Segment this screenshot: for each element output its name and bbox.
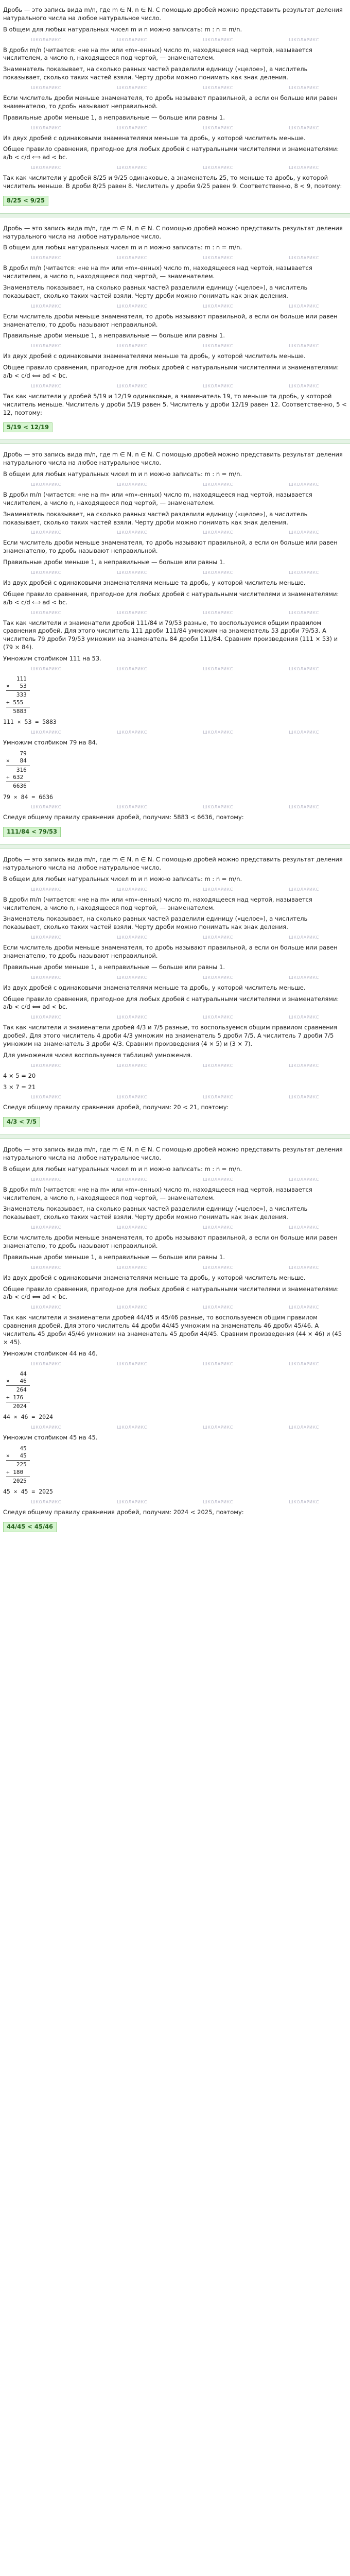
text-paragraph: Общее правило сравнения, пригодное для любых дробей с натуральными числителями и знаменателями: a/b < c/d ⟺ ad < bc. xyxy=(3,1285,339,1301)
watermark-row xyxy=(3,1063,347,1069)
watermark: ШКОЛАРИКС xyxy=(289,165,319,171)
text-paragraph: Общее правило сравнения, пригодное для любых дробей с натуральными числителями и знаменателями: a/b < c/d ⟺ ad < bc. xyxy=(3,145,339,161)
watermark: ШКОЛАРИКС xyxy=(117,1305,147,1310)
calc-step: 333 xyxy=(6,691,27,699)
text-paragraph: Знаменатель показывает, на сколько равных частей разделили единицу («целое»), а числитель показывает, сколько таких частей взяли. Черту дроби можно понимать как знак деления. xyxy=(3,510,308,526)
calc-result: 6636 xyxy=(6,783,27,790)
watermark: ШКОЛАРИКС xyxy=(203,165,233,171)
text-paragraph: Общее правило сравнения, пригодное для любых дробей с натуральными числителями и знаменателями: a/b < c/d ⟺ ad < bc. xyxy=(3,364,339,380)
watermark: ШКОЛАРИКС xyxy=(117,86,147,91)
watermark: ШКОЛАРИКС xyxy=(289,975,319,980)
text-paragraph: Так как числители у дробей 8/25 и 9/25 одинаковые, а знаменатель 25, то меньше та дробь, у которой числитель меньше. В дроби 8/25 равен 8. Числитель у дроби 9/25 равен 9. Соответственно, 8 < 9, поэтому: xyxy=(3,174,342,190)
watermark-row xyxy=(3,1225,347,1231)
watermark: ШКОЛАРИКС xyxy=(31,1425,61,1430)
watermark: ШКОЛАРИКС xyxy=(203,1500,233,1505)
answer-box: 8/25 < 9/25 xyxy=(3,196,48,206)
section-divider xyxy=(0,439,350,444)
watermark: ШКОЛАРИКС xyxy=(289,1500,319,1505)
watermark: ШКОЛАРИКС xyxy=(203,666,233,671)
watermark-row xyxy=(3,343,347,349)
watermark: ШКОЛАРИКС xyxy=(31,383,61,388)
watermark: ШКОЛАРИКС xyxy=(203,805,233,810)
text-paragraph: В общем для любых натуральных чисел m и n можно записать: m : n = m/n. xyxy=(3,244,242,251)
watermark: ШКОЛАРИКС xyxy=(31,344,61,349)
watermark-row xyxy=(3,804,347,810)
watermark: ШКОЛАРИКС xyxy=(203,37,233,42)
watermark: ШКОЛАРИКС xyxy=(203,256,233,261)
watermark: ШКОЛАРИКС xyxy=(31,482,61,487)
text-paragraph: В общем для любых натуральных чисел m и n можно записать: m : n = m/n. xyxy=(3,470,242,478)
calc-summary: 45 × 45 = 2025 xyxy=(3,1488,53,1496)
watermark-row xyxy=(3,935,347,941)
watermark: ШКОЛАРИКС xyxy=(31,730,61,735)
text-paragraph: Дробь — это запись вида m/n, где m ∈ N, n ∈ N. С помощью дробей можно представить результат деления натурального числа на любое натуральное число. xyxy=(3,856,343,871)
watermark: ШКОЛАРИКС xyxy=(31,610,61,615)
watermark: ШКОЛАРИКС xyxy=(117,383,147,388)
watermark: ШКОЛАРИКС xyxy=(117,570,147,575)
text-paragraph: Если числитель дроби меньше знаменателя, то дробь называют правильной, а если он больше или равен знаменателю, то дробь называют неправильной. xyxy=(3,944,338,959)
watermark: ШКОЛАРИКС xyxy=(203,610,233,615)
text-paragraph: Правильные дроби меньше 1, а неправильные — больше или равны 1. xyxy=(3,1253,225,1261)
watermark: ШКОЛАРИКС xyxy=(289,805,319,810)
answer-box: 5/19 < 12/19 xyxy=(3,422,52,433)
watermark: ШКОЛАРИКС xyxy=(31,975,61,980)
text-paragraph: Если числитель дроби меньше знаменателя, то дробь называют правильной, а если он больше или равен знаменателю, то дробь называют неправильной. xyxy=(3,1234,338,1250)
column-multiplication xyxy=(6,1445,347,1485)
calc-step: + 632 xyxy=(6,773,24,781)
watermark: ШКОЛАРИКС xyxy=(289,344,319,349)
watermark: ШКОЛАРИКС xyxy=(203,383,233,388)
watermark-row xyxy=(3,975,347,981)
watermark: ШКОЛАРИКС xyxy=(203,344,233,349)
watermark: ШКОЛАРИКС xyxy=(117,1015,147,1020)
watermark: ШКОЛАРИКС xyxy=(289,1225,319,1230)
watermark: ШКОЛАРИКС xyxy=(203,1063,233,1068)
watermark-row xyxy=(3,482,347,488)
watermark: ШКОЛАРИКС xyxy=(289,86,319,91)
watermark: ШКОЛАРИКС xyxy=(31,1177,61,1182)
solution-section xyxy=(3,447,347,841)
watermark: ШКОЛАРИКС xyxy=(31,125,61,130)
watermark: ШКОЛАРИКС xyxy=(203,1425,233,1430)
watermark: ШКОЛАРИКС xyxy=(203,303,233,309)
text-paragraph: Правильные дроби меньше 1, а неправильные — больше или равны 1. xyxy=(3,963,225,971)
watermark: ШКОЛАРИКС xyxy=(117,1425,147,1430)
column-multiplication xyxy=(6,750,347,790)
watermark: ШКОЛАРИКС xyxy=(31,1015,61,1020)
text-paragraph: Из двух дробей с одинаковыми знаменателями меньше та дробь, у которой числитель меньше. xyxy=(3,579,306,586)
watermark: ШКОЛАРИКС xyxy=(289,530,319,535)
text-paragraph: Правильные дроби меньше 1, а неправильные — больше или равны 1. xyxy=(3,332,225,340)
watermark-row xyxy=(3,666,347,672)
text-paragraph: Из двух дробей с одинаковыми знаменателями меньше та дробь, у которой числитель меньше. xyxy=(3,352,306,360)
watermark-row xyxy=(3,1094,347,1100)
calc-step: 316 xyxy=(6,766,27,773)
calc-summary: 44 × 46 = 2024 xyxy=(3,1413,53,1421)
calc-summary: 79 × 84 = 6636 xyxy=(3,793,53,801)
calc-row: 79 xyxy=(6,750,27,757)
text-paragraph: Из двух дробей с одинаковыми знаменателями меньше та дробь, у которой числитель меньше. xyxy=(3,984,306,991)
watermark: ШКОЛАРИКС xyxy=(203,887,233,892)
answer-box: 44/45 < 45/46 xyxy=(3,1522,57,1532)
watermark: ШКОЛАРИКС xyxy=(203,1177,233,1182)
watermark: ШКОЛАРИКС xyxy=(289,37,319,42)
watermark: ШКОЛАРИКС xyxy=(117,256,147,261)
watermark: ШКОЛАРИКС xyxy=(31,887,61,892)
watermark: ШКОЛАРИКС xyxy=(289,1095,319,1100)
watermark: ШКОЛАРИКС xyxy=(289,1425,319,1430)
watermark: ШКОЛАРИКС xyxy=(289,666,319,671)
watermark: ШКОЛАРИКС xyxy=(117,935,147,940)
calc-row: 111 xyxy=(6,675,27,682)
calc-result: 5883 xyxy=(6,708,27,715)
watermark: ШКОЛАРИКС xyxy=(203,1015,233,1020)
answer-box: 4/3 < 7/5 xyxy=(3,1117,40,1127)
text-paragraph: В дроби m/n (читается: «не на m» или «m»-енных) число m, находящееся над чертой, называется числителем, а число n, находящееся под чертой, — знаменателем. xyxy=(3,264,312,280)
section-divider xyxy=(0,1134,350,1139)
watermark: ШКОЛАРИКС xyxy=(289,1305,319,1310)
watermark: ШКОЛАРИКС xyxy=(289,303,319,309)
watermark: ШКОЛАРИКС xyxy=(289,570,319,575)
watermark: ШКОЛАРИКС xyxy=(117,666,147,671)
watermark: ШКОЛАРИКС xyxy=(289,1015,319,1020)
watermark: ШКОЛАРИКС xyxy=(31,86,61,91)
watermark: ШКОЛАРИКС xyxy=(31,935,61,940)
calc-row: × 46 xyxy=(6,1377,27,1384)
watermark: ШКОЛАРИКС xyxy=(117,482,147,487)
watermark: ШКОЛАРИКС xyxy=(31,1265,61,1270)
text-paragraph: Умножим столбиком 45 на 45. xyxy=(3,1433,98,1441)
text-paragraph: Дробь — это запись вида m/n, где m ∈ N, n ∈ N. С помощью дробей можно представить результат деления натурального числа на любое натуральное число. xyxy=(3,451,343,467)
text-paragraph: Дробь — это запись вида m/n, где m ∈ N, n ∈ N. С помощью дробей можно представить результат деления натурального числа на любое натуральное число. xyxy=(3,224,343,240)
watermark-row xyxy=(3,1499,347,1505)
watermark-row xyxy=(3,610,347,616)
conclusion-text: Следуя общему правилу сравнения дробей, получим: 5883 < 6636, поэтому: xyxy=(3,814,244,821)
conclusion-text: Следуя общему правилу сравнения дробей, получим: 2024 < 2025, поэтому: xyxy=(3,1509,244,1516)
watermark-row xyxy=(3,530,347,536)
section-divider xyxy=(0,213,350,217)
solution-section xyxy=(3,221,347,437)
watermark: ШКОЛАРИКС xyxy=(31,530,61,535)
text-paragraph: Следуя общему правилу сравнения дробей, получим: 20 < 21, поэтому: xyxy=(3,1104,229,1111)
watermark-row xyxy=(3,37,347,43)
watermark: ШКОЛАРИКС xyxy=(117,610,147,615)
calc-rule xyxy=(6,690,30,691)
text-paragraph: Знаменатель показывает, на сколько равных частей разделили единицу («целое»), а числитель показывает, сколько таких частей взяли. Черту дроби можно понимать как знак деления. xyxy=(3,284,308,299)
watermark: ШКОЛАРИКС xyxy=(31,1305,61,1310)
watermark: ШКОЛАРИКС xyxy=(203,1265,233,1270)
watermark: ШКОЛАРИКС xyxy=(31,1225,61,1230)
text-paragraph: В общем для любых натуральных чисел m и n можно записать: m : n = m/n. xyxy=(3,875,242,883)
calc-summary: 111 × 53 = 5883 xyxy=(3,718,57,726)
text-paragraph: Умножим столбиком 79 на 84. xyxy=(3,739,98,747)
text-paragraph: Знаменатель показывает, на сколько равных частей разделили единицу («целое»), а числитель показывает, сколько таких частей взяли. Черту дроби можно понимать как знак деления. xyxy=(3,65,308,81)
watermark: ШКОЛАРИКС xyxy=(117,37,147,42)
watermark: ШКОЛАРИКС xyxy=(117,1095,147,1100)
text-paragraph: Если числитель дроби меньше знаменателя, то дробь называют правильной, а если он больше или равен знаменателю, то дробь называют неправильной. xyxy=(3,539,338,555)
calc-rule xyxy=(6,1460,30,1461)
watermark: ШКОЛАРИКС xyxy=(31,1361,61,1366)
watermark: ШКОЛАРИКС xyxy=(31,1063,61,1068)
watermark: ШКОЛАРИКС xyxy=(117,344,147,349)
watermark-row xyxy=(3,1014,347,1021)
watermark-row xyxy=(3,570,347,576)
watermark: ШКОЛАРИКС xyxy=(117,530,147,535)
text-paragraph: Правильные дроби меньше 1, а неправильные — больше или равны 1. xyxy=(3,113,225,121)
watermark-row xyxy=(3,165,347,171)
watermark-row xyxy=(3,255,347,261)
solution-section xyxy=(3,2,347,210)
text-paragraph: Так как числители и знаменатели дробей 111/84 и 79/53 разные, то воспользуемся общим правилом сравнения дробей. Для этого числитель 111 дроби 111/84 умножим на знаменатель 53 дроби 79/53. А числитель 79 дроби 79/53 умножим на знаменатель 84 дроби 111/84. Сравним произведения (111 × 53) и (79 × 84). xyxy=(3,619,338,651)
watermark-row xyxy=(3,1177,347,1183)
watermark: ШКОЛАРИКС xyxy=(117,1177,147,1182)
watermark: ШКОЛАРИКС xyxy=(203,530,233,535)
watermark: ШКОЛАРИКС xyxy=(117,730,147,735)
answer-box: 111/84 < 79/53 xyxy=(3,827,61,837)
watermark: ШКОЛАРИКС xyxy=(203,570,233,575)
watermark: ШКОЛАРИКС xyxy=(203,730,233,735)
text-paragraph: Для умножения чисел воспользуемся таблицей умножения. xyxy=(3,1051,192,1059)
column-multiplication xyxy=(6,675,347,715)
text-paragraph: В дроби m/n (читается: «не на m» или «m»-енных) число m, находящееся над чертой, называется числителем, а число n, находящееся под чертой, — знаменателем. xyxy=(3,490,312,506)
calc-row: × 53 xyxy=(6,683,27,690)
calc-row: × 84 xyxy=(6,757,27,765)
text-paragraph: Так как числители и знаменатели дробей 44/45 и 45/46 разные, то воспользуемся общим правилом сравнения дробей. Для этого числитель 44 дроби 44/45 умножим на знаменатель 46 дроби 45/46. А числитель 45 дроби 45/46 умножим на знаменатель 45 дроби 44/45. Сравним произведения (44 × 46) и (45 × 45). xyxy=(3,1314,342,1346)
watermark: ШКОЛАРИКС xyxy=(31,666,61,671)
watermark: ШКОЛАРИКС xyxy=(203,86,233,91)
watermark: ШКОЛАРИКС xyxy=(117,887,147,892)
watermark: ШКОЛАРИКС xyxy=(31,256,61,261)
watermark: ШКОЛАРИКС xyxy=(203,1305,233,1310)
text-paragraph: В общем для любых натуральных чисел m и n можно записать: m : n = m/n. xyxy=(3,25,242,33)
watermark: ШКОЛАРИКС xyxy=(289,887,319,892)
watermark: ШКОЛАРИКС xyxy=(289,1361,319,1366)
text-paragraph: Из двух дробей с одинаковыми знаменателями меньше та дробь, у которой числитель меньше. xyxy=(3,1274,306,1281)
calc-row: 45 xyxy=(6,1445,27,1452)
solution-section xyxy=(3,852,347,1131)
watermark-row xyxy=(3,383,347,389)
text-paragraph: Общее правило сравнения, пригодное для любых дробей с натуральными числителями и знаменателями: a/b < c/d ⟺ ad < bc. xyxy=(3,590,339,606)
watermark: ШКОЛАРИКС xyxy=(117,1500,147,1505)
watermark: ШКОЛАРИКС xyxy=(31,1095,61,1100)
watermark-row xyxy=(3,1304,347,1311)
watermark: ШКОЛАРИКС xyxy=(289,256,319,261)
calc-step: 264 xyxy=(6,1386,27,1394)
text-paragraph: Если числитель дроби меньше знаменателя, то дробь называют правильной, а если он больше или равен знаменателю, то дробь называют неправильной. xyxy=(3,312,338,328)
watermark-row xyxy=(3,730,347,736)
text-paragraph: В дроби m/n (читается: «не на m» или «m»-енных) число m, находящееся над чертой, называется числителем, а число n, находящееся под чертой, — знаменателем. xyxy=(3,46,312,62)
calc-step: + 555 xyxy=(6,699,24,706)
watermark: ШКОЛАРИКС xyxy=(117,165,147,171)
watermark: ШКОЛАРИКС xyxy=(203,1095,233,1100)
column-multiplication xyxy=(6,1370,347,1410)
watermark: ШКОЛАРИКС xyxy=(117,805,147,810)
watermark: ШКОЛАРИКС xyxy=(117,303,147,309)
text-paragraph: Так как числители у дробей 5/19 и 12/19 одинаковые, а знаменатель 19, то меньше та дробь, у которой числитель меньше. Числитель у дроби 5/19 равен 5. Числитель у дроби 12/19 равен 12. Соответственно, 5 < 12, поэтому: xyxy=(3,392,347,416)
watermark: ШКОЛАРИКС xyxy=(289,610,319,615)
watermark: ШКОЛАРИКС xyxy=(289,125,319,130)
watermark: ШКОЛАРИКС xyxy=(289,1177,319,1182)
watermark: ШКОЛАРИКС xyxy=(289,1063,319,1068)
text-paragraph: 3 × 7 = 21 xyxy=(3,1083,36,1091)
watermark-row xyxy=(3,887,347,893)
text-paragraph: 4 × 5 = 20 xyxy=(3,1072,36,1079)
watermark: ШКОЛАРИКС xyxy=(289,1265,319,1270)
watermark: ШКОЛАРИКС xyxy=(117,125,147,130)
watermark: ШКОЛАРИКС xyxy=(31,37,61,42)
watermark: ШКОЛАРИКС xyxy=(31,570,61,575)
calc-rule xyxy=(6,1385,30,1386)
text-paragraph: В дроби m/n (читается: «не на m» или «m»-енных) число m, находящееся над чертой, называется числителем, а число n, находящееся под чертой, — знаменателем. xyxy=(3,895,312,911)
watermark: ШКОЛАРИКС xyxy=(31,165,61,171)
text-paragraph: Умножим столбиком 44 на 46. xyxy=(3,1349,98,1357)
watermark: ШКОЛАРИКС xyxy=(289,935,319,940)
text-paragraph: Общее правило сравнения, пригодное для любых дробей с натуральными числителями и знаменателями: a/b < c/d ⟺ ad < bc. xyxy=(3,995,339,1011)
watermark: ШКОЛАРИКС xyxy=(203,482,233,487)
calc-result: 2024 xyxy=(6,1402,27,1410)
text-paragraph: Знаменатель показывает, на сколько равных частей разделили единицу («целое»), а числитель показывает, сколько таких частей взяли. Черту дроби можно понимать как знак деления. xyxy=(3,1205,308,1221)
watermark: ШКОЛАРИКС xyxy=(289,482,319,487)
text-paragraph: Правильные дроби меньше 1, а неправильные — больше или равны 1. xyxy=(3,558,225,566)
watermark-row xyxy=(3,85,347,91)
text-paragraph: Умножим столбиком 111 на 53. xyxy=(3,654,101,662)
watermark: ШКОЛАРИКС xyxy=(203,975,233,980)
calc-row: × 45 xyxy=(6,1452,27,1460)
watermark: ШКОЛАРИКС xyxy=(203,125,233,130)
calc-step: + 176 xyxy=(6,1394,24,1401)
text-paragraph: Из двух дробей с одинаковыми знаменателями меньше та дробь, у которой числитель меньше. xyxy=(3,134,306,142)
watermark-row xyxy=(3,1425,347,1431)
text-paragraph: Дробь — это запись вида m/n, где m ∈ N, n ∈ N. С помощью дробей можно представить результат деления натурального числа на любое натуральное число. xyxy=(3,6,343,22)
watermark: ШКОЛАРИКС xyxy=(117,1225,147,1230)
text-paragraph: Если числитель дроби меньше знаменателя, то дробь называют правильной, а если он больше или равен знаменателю, то дробь называют неправильной. xyxy=(3,94,338,110)
watermark: ШКОЛАРИКС xyxy=(289,730,319,735)
watermark-row xyxy=(3,1361,347,1367)
solution-section xyxy=(3,1142,347,1536)
calc-step: 225 xyxy=(6,1461,27,1468)
watermark: ШКОЛАРИКС xyxy=(203,935,233,940)
watermark: ШКОЛАРИКС xyxy=(117,1265,147,1270)
watermark-row xyxy=(3,125,347,131)
watermark-row xyxy=(3,1265,347,1271)
watermark: ШКОЛАРИКС xyxy=(31,805,61,810)
watermark: ШКОЛАРИКС xyxy=(203,1225,233,1230)
text-paragraph: В общем для любых натуральных чисел m и n можно записать: m : n = m/n. xyxy=(3,1165,242,1173)
text-paragraph: Знаменатель показывает, на сколько равных частей разделили единицу («целое»), а числитель показывает, сколько таких частей взяли. Черту дроби можно понимать как знак деления. xyxy=(3,915,308,931)
calc-row: 44 xyxy=(6,1370,27,1377)
watermark: ШКОЛАРИКС xyxy=(117,1361,147,1366)
watermark: ШКОЛАРИКС xyxy=(31,303,61,309)
watermark: ШКОЛАРИКС xyxy=(203,1361,233,1366)
calc-result: 2025 xyxy=(6,1478,27,1484)
watermark-row xyxy=(3,303,347,310)
watermark: ШКОЛАРИКС xyxy=(31,1500,61,1505)
section-divider xyxy=(0,844,350,849)
text-paragraph: В дроби m/n (читается: «не на m» или «m»-енных) число m, находящееся над чертой, называется числителем, а число n, находящееся под чертой, — знаменателем. xyxy=(3,1185,312,1201)
watermark: ШКОЛАРИКС xyxy=(117,1063,147,1068)
text-paragraph: Дробь — это запись вида m/n, где m ∈ N, n ∈ N. С помощью дробей можно представить результат деления натурального числа на любое натуральное число. xyxy=(3,1146,343,1161)
text-paragraph: Так как числители и знаменатели дробей 4/3 и 7/5 разные, то воспользуемся общим правилом сравнения дробей. Для этого числитель 4 дроби 4/3 умножим на знаменатель 5 дроби 7/5. А числитель 7 дроби 7/5 умножим на знаменатель 3 дроби 4/3. Сравним произведения (4 × 5) и (3 × 7). xyxy=(3,1024,338,1047)
watermark: ШКОЛАРИКС xyxy=(117,975,147,980)
watermark: ШКОЛАРИКС xyxy=(289,383,319,388)
calc-step: + 180 xyxy=(6,1468,24,1476)
